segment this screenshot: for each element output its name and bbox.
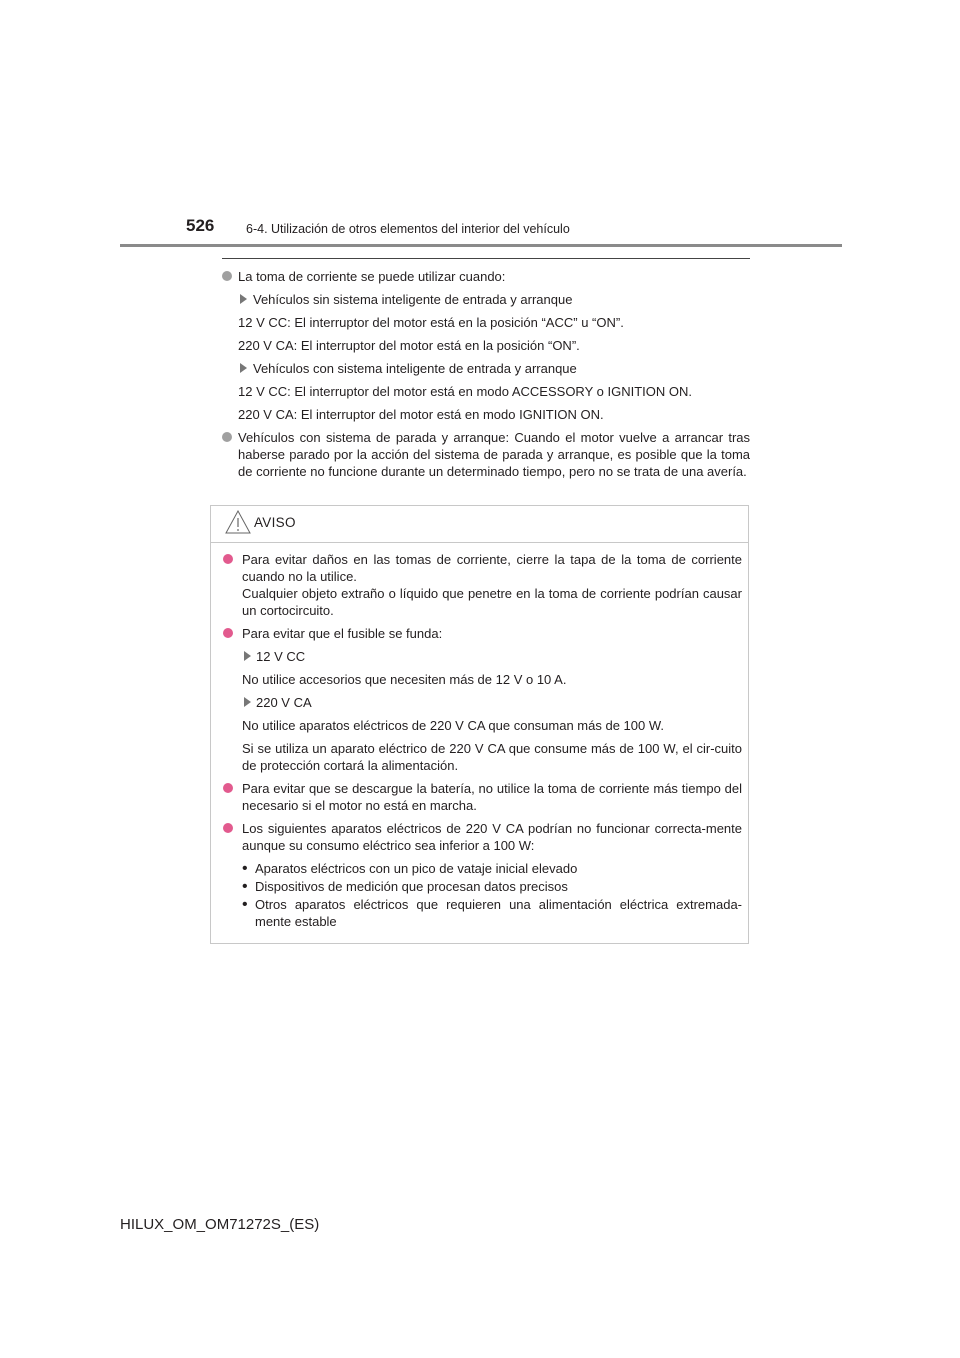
bullet-dot-icon	[222, 271, 232, 281]
bullet-dot-icon	[223, 628, 233, 638]
list-item	[242, 896, 742, 930]
device-list	[223, 860, 742, 930]
warning-body	[211, 543, 748, 930]
bullet-item	[222, 268, 750, 285]
triangle-arrow-icon	[240, 363, 247, 373]
list-bullet: •	[242, 860, 248, 877]
sub-heading-text: 12 V CC	[256, 649, 306, 664]
warning-text: Para evitar que se descargue la batería, no utilice la toma de corriente más tiempo del necesario si el motor no está en marcha.	[242, 781, 742, 813]
list-item	[242, 878, 742, 895]
sub-heading-text: Vehículos con sistema inteligente de entrada y arranque	[253, 361, 577, 376]
warning-bullet	[223, 625, 742, 642]
text-line	[222, 337, 750, 354]
document-code: HILUX_OM_OM71272S_(ES)	[120, 1216, 320, 1233]
bullet-dot-icon	[223, 783, 233, 793]
warning-title: AVISO	[254, 515, 296, 530]
text-line	[223, 717, 742, 734]
sub-heading-text: 220 V CA	[256, 695, 312, 710]
main-content	[222, 258, 750, 486]
bullet-dot-icon	[222, 432, 232, 442]
bullet-dot-icon	[223, 823, 233, 833]
header-rule	[120, 244, 842, 247]
list-item-text: Aparatos eléctricos con un pico de vataje inicial elevado	[255, 861, 578, 876]
line-text: No utilice aparatos eléctricos de 220 V CA que consuman más de 100 W.	[242, 718, 665, 733]
line-text: 12 V CC: El interruptor del motor está en modo ACCESSORY o IGNITION ON.	[238, 384, 692, 399]
warning-sub-heading	[223, 648, 742, 665]
text-line	[223, 740, 742, 774]
bullet-dot-icon	[223, 554, 233, 564]
warning-bullet	[223, 551, 742, 619]
sub-heading-text: Vehículos sin sistema inteligente de entrada y arranque	[253, 292, 573, 307]
warning-sub-heading	[223, 694, 742, 711]
line-text: 220 V CA: El interruptor del motor está en modo IGNITION ON.	[238, 407, 604, 422]
text-line	[222, 383, 750, 400]
line-text: No utilice accesorios que necesiten más de 12 V o 10 A.	[242, 672, 567, 687]
line-text: Si se utiliza un aparato eléctrico de 220 V CA que consume más de 100 W, el cir-cuito de protección cortará la alimentación.	[242, 741, 742, 773]
text-line	[222, 314, 750, 331]
triangle-arrow-icon	[244, 651, 251, 661]
warning-bullet	[223, 820, 742, 854]
warning-header	[211, 506, 748, 543]
warning-triangle-icon	[225, 510, 251, 534]
list-item	[242, 860, 742, 877]
sub-heading	[222, 291, 750, 308]
list-bullet: •	[242, 896, 248, 913]
bullet-text: La toma de corriente se puede utilizar cuando:	[238, 269, 506, 284]
content-top-rule	[222, 258, 750, 259]
text-line	[222, 406, 750, 423]
bullet-text: Vehículos con sistema de parada y arranque: Cuando el motor vuelve a arrancar tras haberse parado por la acción del sistema de parada y arranque, es posible que la toma de corriente no funcione durante un determinado tiempo, pero no se trata de una avería.	[238, 430, 750, 479]
warning-text: Cualquier objeto extraño o líquido que penetre en la toma de corriente podrían causar un cortocircuito.	[242, 586, 742, 618]
warning-box	[210, 505, 749, 944]
line-text: 12 V CC: El interruptor del motor está en la posición “ACC” u “ON”.	[238, 315, 624, 330]
section-title: 6-4. Utilización de otros elementos del interior del vehículo	[246, 222, 570, 236]
line-text: 220 V CA: El interruptor del motor está en la posición “ON”.	[238, 338, 580, 353]
list-bullet: •	[242, 878, 248, 895]
text-line	[223, 671, 742, 688]
list-item-text: Otros aparatos eléctricos que requieren una alimentación eléctrica extremada-mente estable	[255, 897, 742, 929]
warning-text: Los siguientes aparatos eléctricos de 220 V CA podrían no funcionar correcta-mente aunque su consumo eléctrico sea inferior a 100 W:	[242, 821, 742, 853]
warning-text: Para evitar daños en las tomas de corriente, cierre la tapa de la toma de corriente cuando no la utilice.	[242, 552, 742, 584]
triangle-arrow-icon	[244, 697, 251, 707]
page-number: 526	[186, 216, 215, 235]
sub-heading	[222, 360, 750, 377]
list-item-text: Dispositivos de medición que procesan datos precisos	[255, 879, 568, 894]
triangle-arrow-icon	[240, 294, 247, 304]
warning-text: Para evitar que el fusible se funda:	[242, 626, 443, 641]
warning-bullet	[223, 780, 742, 814]
bullet-item	[222, 429, 750, 480]
